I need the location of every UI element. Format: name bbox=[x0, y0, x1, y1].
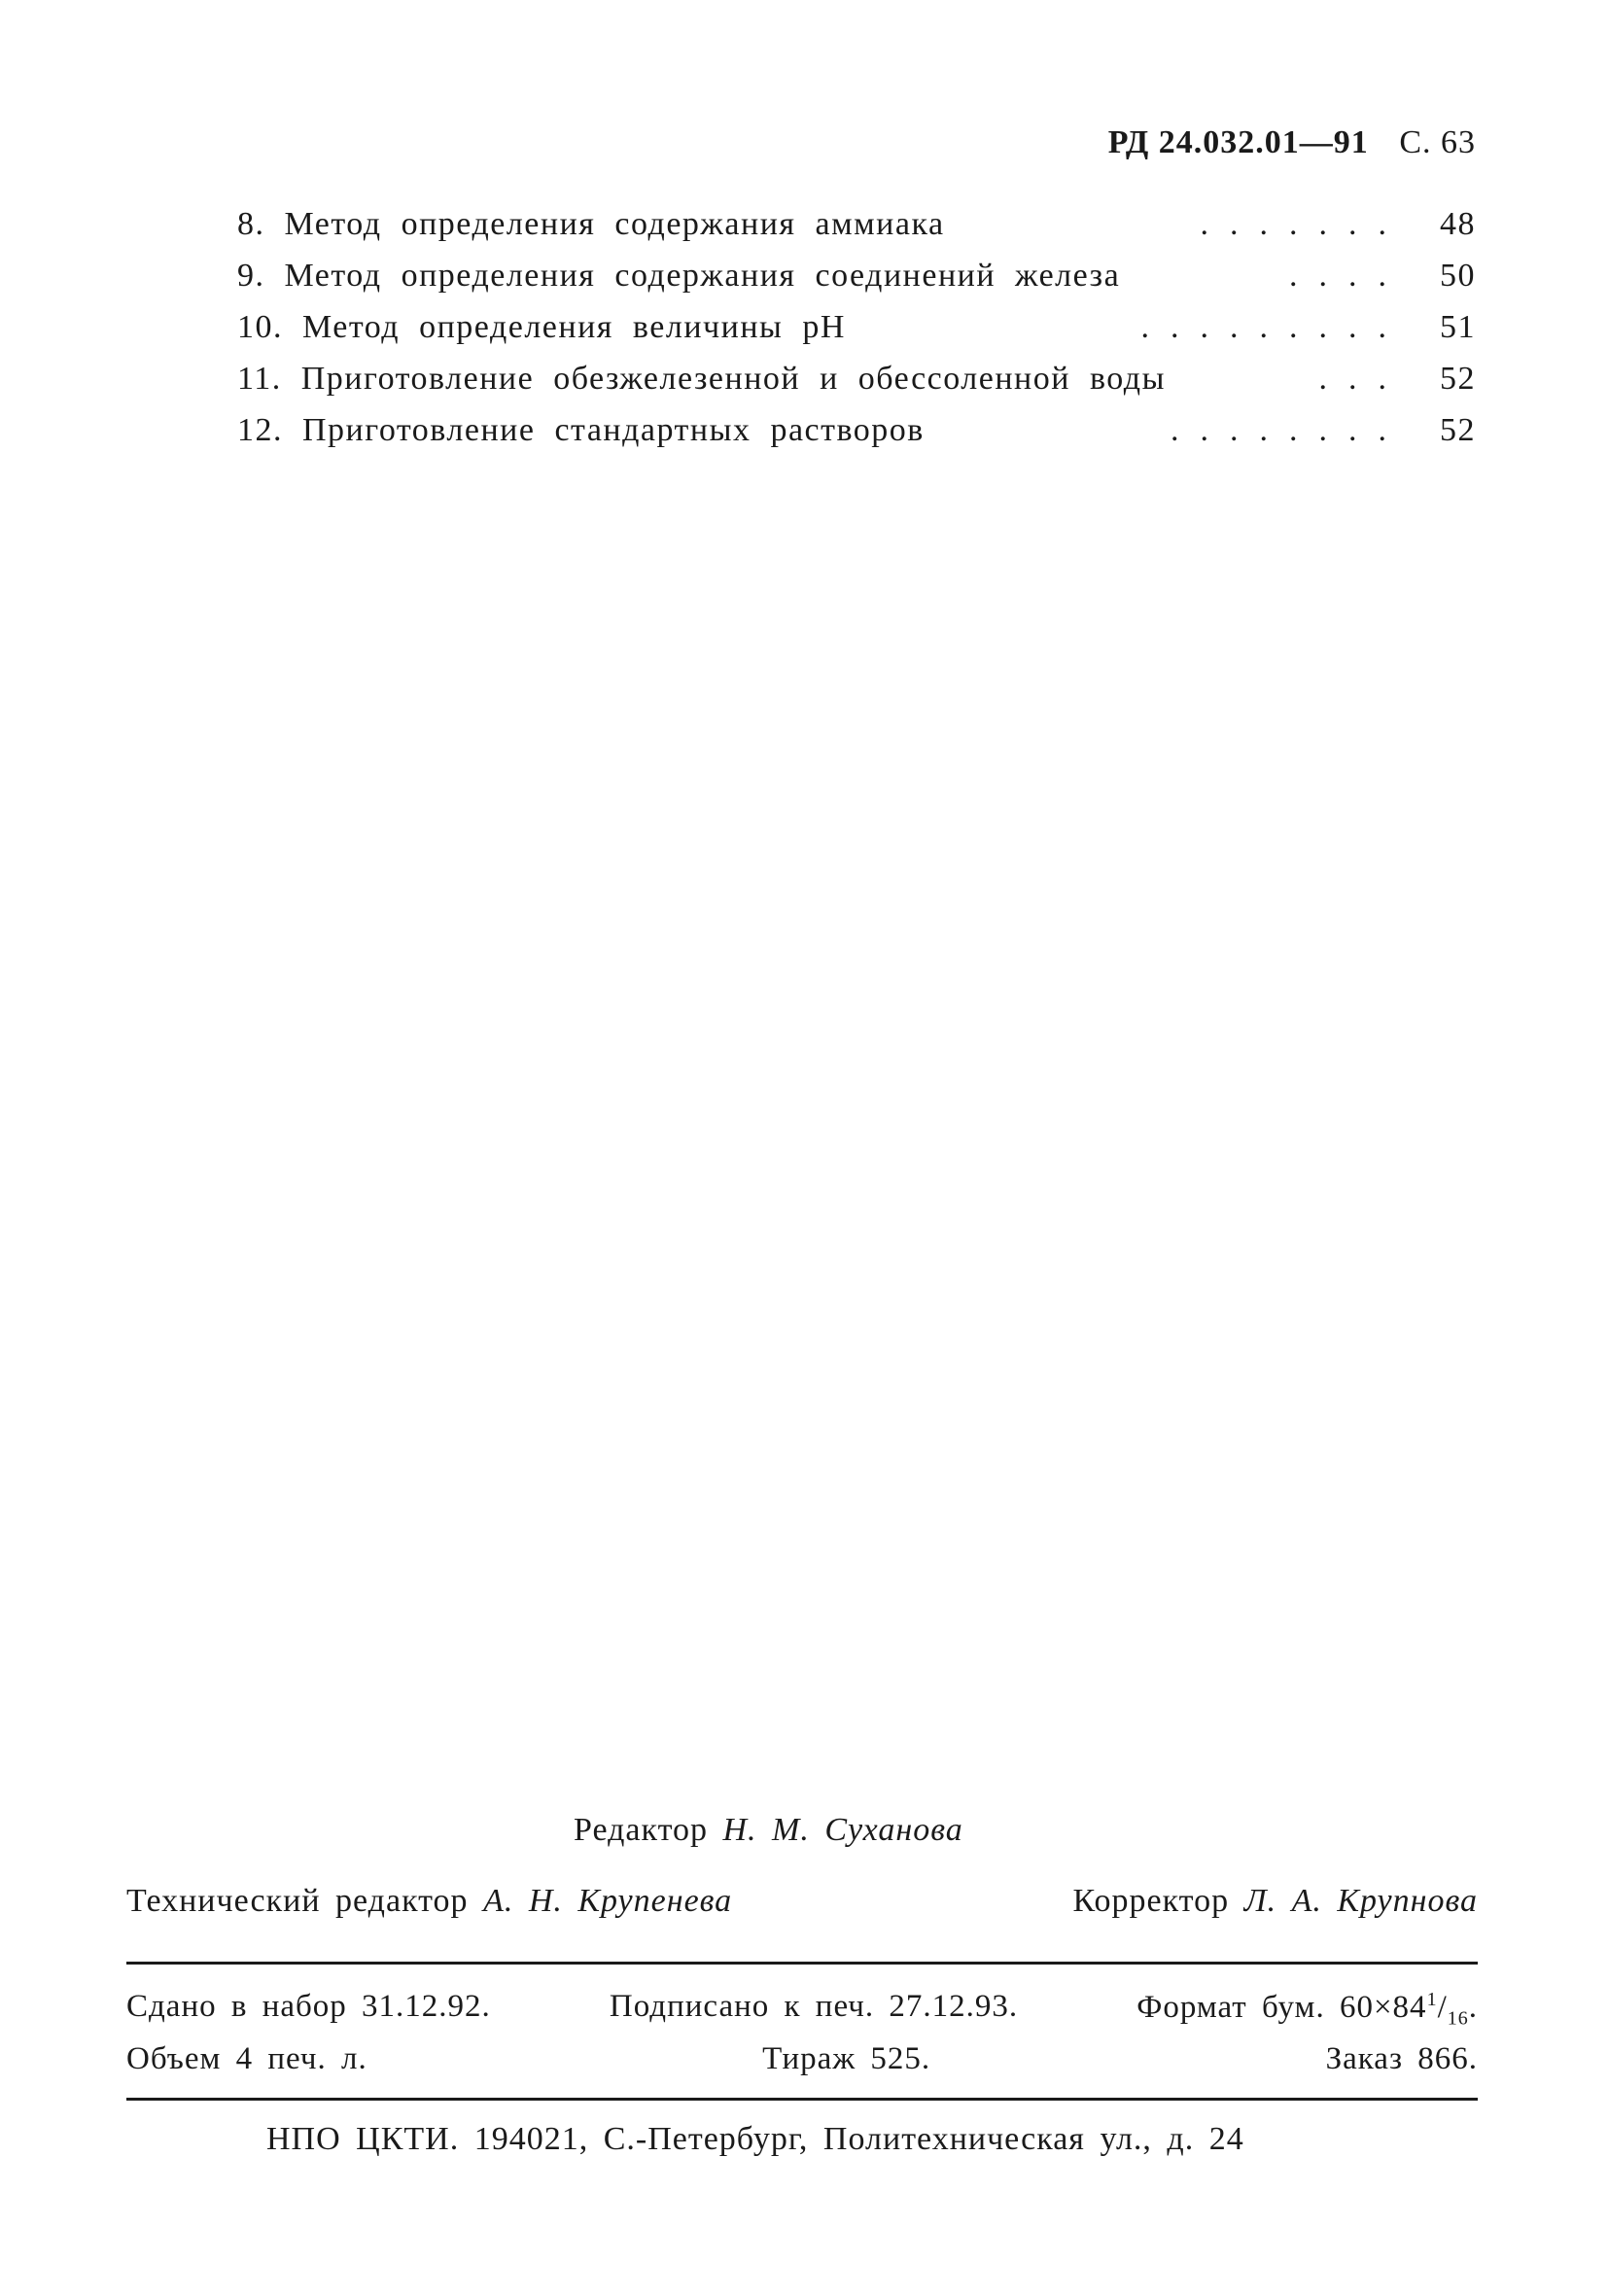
toc-entry-page: 48 bbox=[1440, 206, 1476, 242]
table-of-contents bbox=[237, 206, 1476, 464]
toc-entry bbox=[237, 206, 1476, 258]
imprint-row bbox=[126, 1989, 1478, 2031]
paper-format-end: . bbox=[1468, 1990, 1478, 2025]
staff-credits bbox=[126, 1883, 1478, 1920]
corrector-label: Корректор bbox=[1072, 1883, 1230, 1919]
page-number: С. 63 bbox=[1399, 124, 1476, 160]
toc-entry-title: 12. Приготовление стандартных растворов bbox=[237, 412, 925, 448]
toc-entry bbox=[237, 309, 1476, 361]
paper-format-slash: / bbox=[1437, 1990, 1448, 2025]
editor-name: Н. М. Суханова bbox=[722, 1812, 963, 1848]
divider-bottom bbox=[126, 2098, 1478, 2101]
imprint-row bbox=[126, 2041, 1478, 2077]
print-volume: Объем 4 печ. л. bbox=[126, 2041, 367, 2076]
editor-credit bbox=[574, 1812, 963, 1849]
circulation: Тираж 525. bbox=[762, 2041, 931, 2076]
corrector-credit bbox=[1073, 1883, 1478, 1920]
toc-entry bbox=[237, 412, 1476, 464]
toc-entry-title: 8. Метод определения содержания аммиака bbox=[237, 206, 945, 242]
tech-editor-label: Технический редактор bbox=[126, 1883, 469, 1919]
paper-format-sub: 16 bbox=[1447, 2007, 1469, 2030]
publisher-address: НПО ЦКТИ. 194021, С.-Петербург, Политехническая ул., д. 24 bbox=[266, 2121, 1244, 2157]
editor-label: Редактор bbox=[574, 1812, 708, 1848]
toc-entry-page: 51 bbox=[1440, 309, 1476, 345]
paper-format-main: Формат бум. 60×84 bbox=[1136, 1990, 1427, 2025]
toc-leader-dots: ......... bbox=[1140, 309, 1408, 345]
toc-entry-title: 9. Метод определения содержания соединений железа bbox=[237, 258, 1121, 294]
toc-entry-page: 52 bbox=[1440, 361, 1476, 397]
toc-entry-title: 10. Метод определения величины pH bbox=[237, 309, 846, 345]
toc-entry-title: 11. Приготовление обезжелезенной и обессоленной воды bbox=[237, 361, 1166, 397]
tech-editor-credit bbox=[126, 1883, 732, 1920]
signed-date: Подписано к печ. 27.12.93. bbox=[609, 1989, 1019, 2024]
document-code: РД 24.032.01—91 bbox=[1107, 124, 1369, 160]
toc-entry bbox=[237, 258, 1476, 309]
toc-entry-page: 52 bbox=[1440, 412, 1476, 448]
toc-leader-dots: ....... bbox=[1200, 206, 1408, 242]
toc-leader-dots: ........ bbox=[1171, 412, 1408, 448]
toc-leader-dots: ... bbox=[1318, 361, 1408, 397]
corrector-name: Л. А. Крупнова bbox=[1243, 1883, 1478, 1919]
toc-leader-dots: .... bbox=[1289, 258, 1408, 294]
submitted-date: Сдано в набор 31.12.92. bbox=[126, 1989, 491, 2024]
tech-editor-name: А. Н. Крупенева bbox=[483, 1883, 733, 1919]
order-number: Заказ 866. bbox=[1325, 2041, 1478, 2076]
paper-format-sup: 1 bbox=[1426, 1989, 1438, 2010]
page-header bbox=[1108, 124, 1476, 161]
paper-format bbox=[1136, 1989, 1478, 2031]
toc-entry-page: 50 bbox=[1440, 258, 1476, 294]
toc-entry bbox=[237, 361, 1476, 412]
divider-top bbox=[126, 1962, 1478, 1965]
